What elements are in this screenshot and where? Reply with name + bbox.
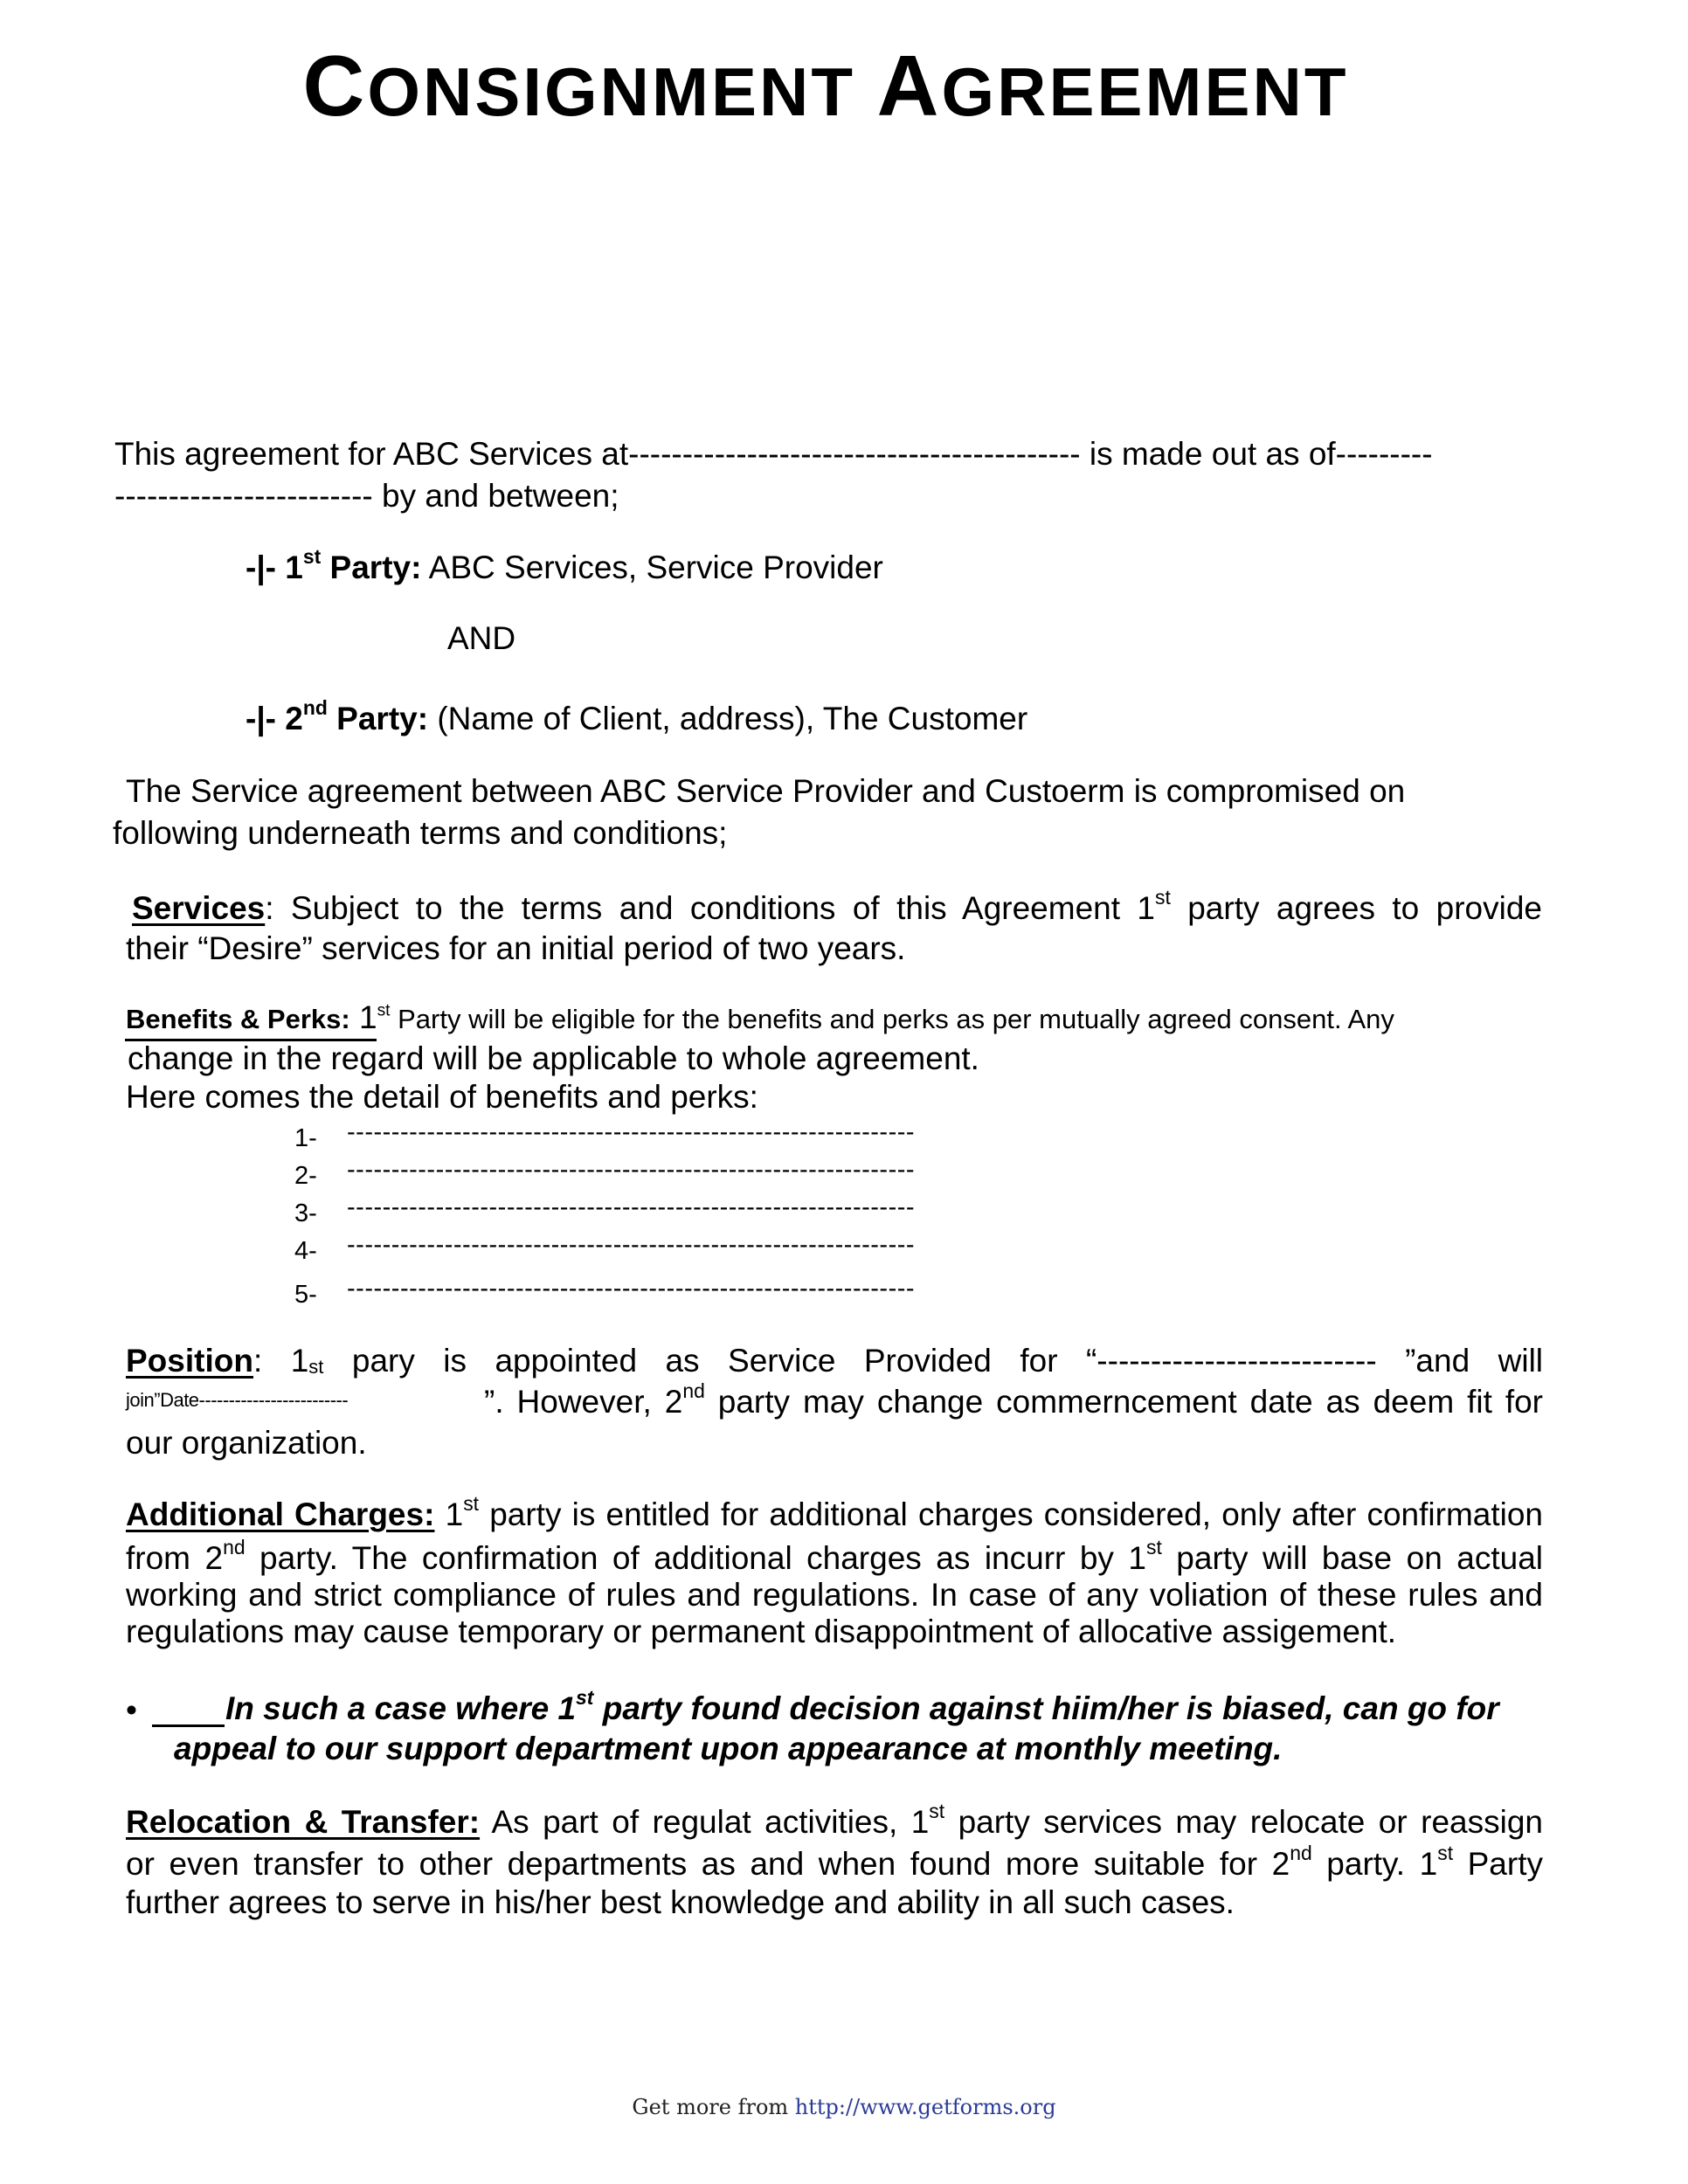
charges-line-3: working and strict compliance of rules and regulations. In case of any voliation of these rules and	[126, 1577, 1543, 1613]
benefit-item-num: 3-	[294, 1199, 317, 1227]
appeal-line-2: appeal to our support department upon appearance at monthly meeting.	[174, 1731, 1283, 1766]
benefit-item-blank: ----------------------------------------------------------------	[347, 1231, 916, 1259]
intro-line-2: ------------------------ by and between;	[114, 478, 619, 514]
appeal-line-1: In such a case where 1st party found decision against hiim/her is biased, can go for	[225, 1685, 1499, 1726]
charges-heading: Additional Charges:	[126, 1496, 435, 1532]
title-cap-c: C	[302, 38, 368, 134]
title-rest-1: ONSIGNMENT	[367, 53, 877, 130]
benefit-item-blank: ----------------------------------------------------------------	[347, 1275, 916, 1303]
position-line-2: ”. However, 2nd party may change commerncement date as deem fit for	[484, 1383, 1543, 1420]
benefit-item-num: 1-	[294, 1124, 317, 1152]
appeal-bullet-underline	[152, 1724, 225, 1727]
charges-line-2: from 2nd party. The confirmation of additional charges as incurr by 1st party will base on actual	[126, 1539, 1543, 1576]
benefit-item-num: 4-	[294, 1237, 317, 1265]
relocation-line-2: or even transfer to other departments as and when found more suitable for 2nd party. 1st Party	[126, 1845, 1543, 1882]
charges-line-4: regulations may cause temporary or permanent disappointment of allocative assigement.	[126, 1614, 1397, 1649]
benefits-line-1: Benefits & Perks: 1st Party will be eligible for the benefits and perks as per mutually agreed consent. Any	[126, 999, 1394, 1035]
second-party-line: -|- 2nd Party: (Name of Client, address), The Customer	[246, 695, 1028, 736]
services-heading: Services	[132, 890, 266, 926]
footer-link[interactable]: http://www.getforms.org	[794, 2095, 1056, 2119]
intro-line-1: This agreement for ABC Services at------------------------------------------ is made out as of---------	[114, 436, 1433, 472]
position-line-1: Position: 1st pary is appointed as Service Provided for “-------------------------- ”and will	[126, 1343, 1543, 1379]
relocation-line-3: further agrees to serve in his/her best knowledge and ability in all such cases.	[126, 1884, 1235, 1920]
agreement-line-2: following underneath terms and conditions;	[113, 815, 728, 851]
footer	[0, 2095, 1688, 2119]
and-label: AND	[447, 620, 516, 656]
position-line-3: our organization.	[126, 1425, 367, 1461]
relocation-heading: Relocation & Transfer:	[126, 1804, 481, 1840]
appeal-bullet: •	[126, 1692, 137, 1728]
join-date-field: join”Date-------------------------	[126, 1389, 349, 1411]
benefit-item-blank: ----------------------------------------------------------------	[347, 1193, 916, 1221]
benefit-item-num: 2-	[294, 1162, 317, 1190]
agreement-line-1: The Service agreement between ABC Service Provider and Custoerm is compromised on	[126, 773, 1406, 809]
footer-text: Get more from	[632, 2095, 795, 2119]
benefits-line-3: Here comes the detail of benefits and perks:	[126, 1079, 758, 1115]
relocation-line-1: Relocation & Transfer: As part of regulat activities, 1st party services may relocate or reassign	[126, 1803, 1543, 1840]
title-cap-a: A	[876, 38, 942, 134]
benefit-item-blank: ----------------------------------------------------------------	[347, 1118, 916, 1146]
position-heading: Position	[126, 1343, 253, 1379]
benefits-line-2: change in the regard will be applicable to whole agreement.	[128, 1040, 979, 1076]
services-line-1: Services: Subject to the terms and conditions of this Agreement 1st party agrees to provide	[132, 889, 1542, 926]
document-title	[0, 37, 1651, 135]
benefits-heading: Benefits & Perks:	[126, 1004, 350, 1034]
benefit-item-blank: ----------------------------------------------------------------	[347, 1156, 916, 1184]
services-line-2: their “Desire” services for an initial period of two years.	[126, 930, 906, 966]
first-party-line: -|- 1st Party: ABC Services, Service Provider	[246, 544, 883, 585]
title-rest-2: GREEMENT	[941, 53, 1349, 130]
charges-line-1: Additional Charges: 1st party is entitled for additional charges considered, only after confirmation	[126, 1496, 1543, 1532]
benefit-item-num: 5-	[294, 1281, 317, 1309]
